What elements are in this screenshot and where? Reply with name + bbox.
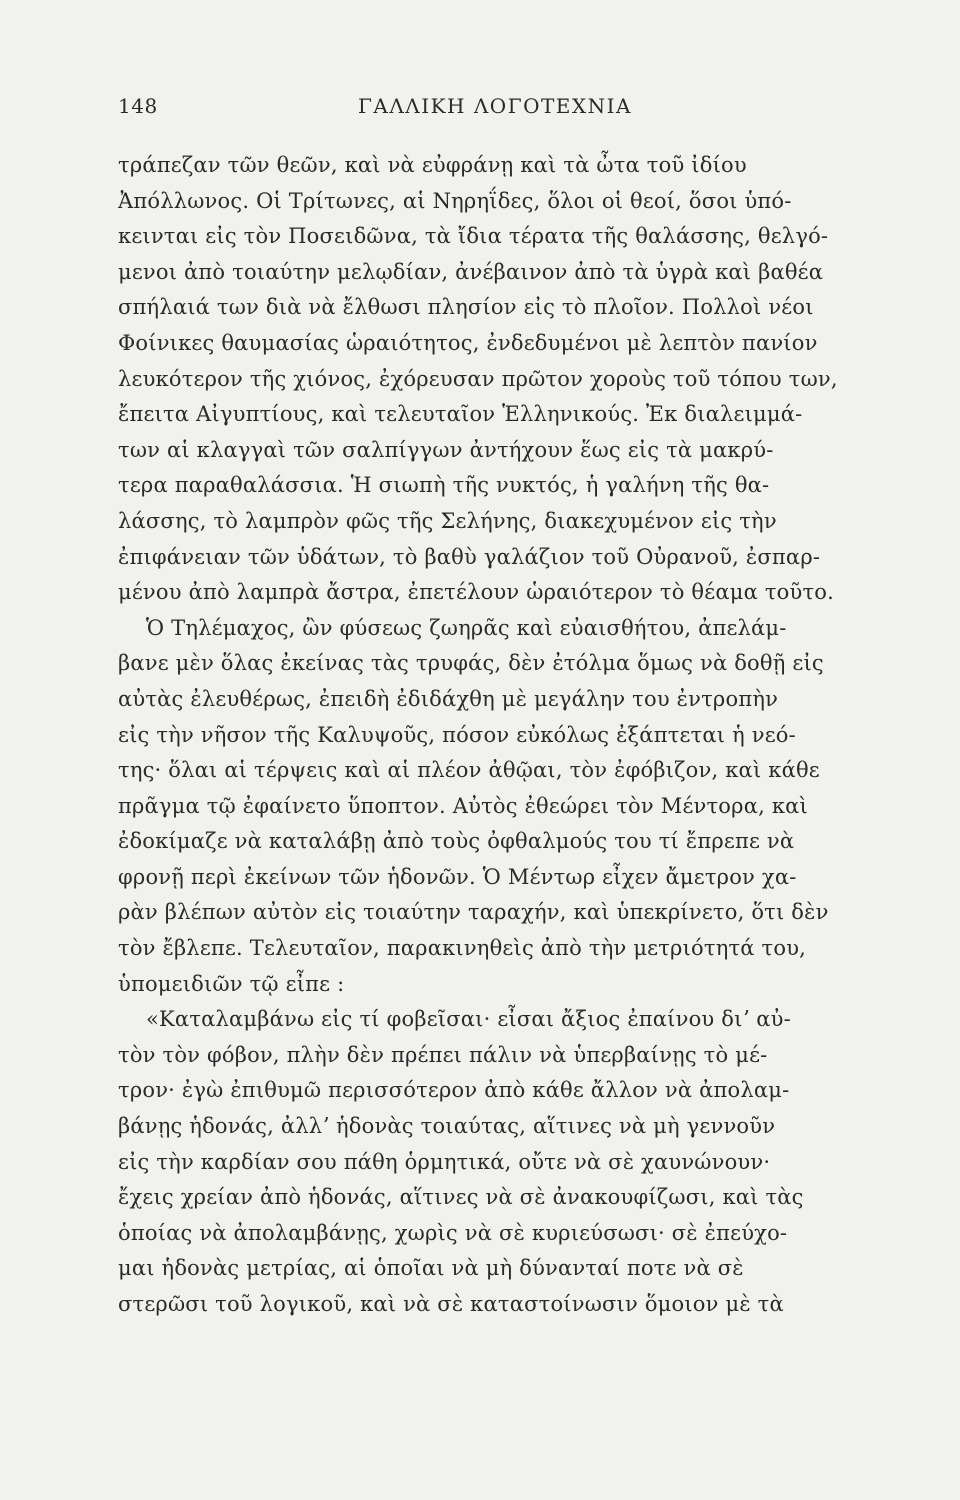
text-line: των αἱ κλαγγαὶ τῶν σαλπίγγων ἀντήχουν ἕως εἰς τὰ μακρύ- <box>118 437 774 462</box>
running-title: ΓΑΛΛΙΚΗ ΛΟΓΟΤΕΧΝΙΑ <box>358 94 632 118</box>
text-line: λευκότερον τῆς χιόνος, ἐχόρευσαν πρῶτον χοροὺς τοῦ τόπου των, <box>118 366 838 391</box>
paragraph <box>118 148 878 611</box>
text-line: ὑπομειδιῶν τῷ εἶπε : <box>118 971 345 996</box>
text-line: ἔχεις χρείαν ἀπὸ ἡδονάς, αἵτινες νὰ σὲ ἀνακουφίζωσι, καὶ τὰς <box>118 1185 804 1210</box>
page-number: 148 <box>118 94 158 118</box>
text-line: τράπεζαν τῶν θεῶν, καὶ νὰ εὐφράνῃ καὶ τὰ ὦτα τοῦ ἰδίου <box>118 153 747 177</box>
text-line: κεινται εἰς τὸν Ποσειδῶνα, τὰ ἴδια τέρατα τῆς θαλάσσης, θελγό- <box>118 224 829 249</box>
text-line: εἰς τὴν νῆσον τῆς Καλυψοῦς, πόσον εὐκόλως ἐξάπτεται ἡ νεό- <box>118 722 796 747</box>
text-line: ρὰν βλέπων αὐτὸν εἰς τοιαύτην ταραχήν, καὶ ὑπεκρίνετο, ὅτι δὲν <box>118 900 829 925</box>
text-line: ἔπειτα Αἰγυπτίους, καὶ τελευταῖον Ἑλληνικούς. Ἐκ διαλειμμά- <box>118 402 803 427</box>
text-line: τὸν τὸν φόβον, πλὴν δὲν πρέπει πάλιν νὰ ὑπερβαίνῃς τὸ μέ- <box>118 1042 768 1067</box>
text-line: «Καταλαμβάνω εἰς τί φοβεῖσαι· εἶσαι ἄξιος ἐπαίνου διʼ αὐ- <box>146 1007 791 1032</box>
text-line: μένου ἀπὸ λαμπρὰ ἄστρα, ἐπετέλουν ὡραιότερον τὸ θέαμα τοῦτο. <box>118 580 835 605</box>
paragraph <box>118 611 878 1003</box>
text-line: Ὁ Τηλέμαχος, ὢν φύσεως ζωηρᾶς καὶ εὐαισθήτου, ἀπελάμ- <box>146 615 787 640</box>
text-line: στερῶσι τοῦ λογικοῦ, καὶ νὰ σὲ καταστοίνωσιν ὅμοιον μὲ τὰ <box>118 1292 784 1316</box>
text-line: μαι ἡδονὰς μετρίας, αἱ ὁποῖαι νὰ μὴ δύνανταί ποτε νὰ σὲ <box>118 1256 744 1281</box>
text-line: εἰς τὴν καρδίαν σου πάθη ὁρμητικά, οὔτε νὰ σὲ χαυνώνουν· <box>118 1149 771 1174</box>
text-line: ἐπιφάνειαν τῶν ὑδάτων, τὸ βαθὺ γαλάζιον τοῦ Οὐρανοῦ, ἐσπαρ- <box>118 544 821 569</box>
text-line: Ἀπόλλωνος. Οἱ Τρίτωνες, αἱ Νηρηΐδες, ὅλοι οἱ θεοί, ὅσοι ὑπό- <box>118 188 792 213</box>
page-header <box>118 94 868 124</box>
text-line: αὐτὰς ἐλευθέρως, ἐπειδὴ ἐδιδάχθη μὲ μεγάλην του ἐντροπὴν <box>118 686 779 711</box>
text-line: τὸν ἔβλεπε. Τελευταῖον, παρακινηθεὶς ἀπὸ τὴν μετριότητά του, <box>118 936 807 961</box>
text-line: τερα παραθαλάσσια. Ἡ σιωπὴ τῆς νυκτός, ἡ γαλήνη τῆς θα- <box>118 473 770 498</box>
text-line: φρονῇ περὶ ἐκείνων τῶν ἡδονῶν. Ὁ Μέντωρ εἶχεν ἄμετρον χα- <box>118 864 797 889</box>
text-line: λάσσης, τὸ λαμπρὸν φῶς τῆς Σελήνης, διακεχυμένον εἰς τὴν <box>118 508 777 533</box>
text-line: μενοι ἀπὸ τοιαύτην μελῳδίαν, ἀνέβαινον ἀπὸ τὰ ὑγρὰ καὶ βαθέα <box>118 259 824 284</box>
paragraph <box>118 1002 878 1322</box>
text-line: τρον· ἐγὼ ἐπιθυμῶ περισσότερον ἀπὸ κάθε ἄλλον νὰ ἀπολαμ- <box>118 1078 790 1103</box>
text-line: της· ὅλαι αἱ τέρψεις καὶ αἱ πλέον ἀθῷαι, τὸν ἐφόβιζον, καὶ κάθε <box>118 758 820 783</box>
body-text <box>118 148 878 1323</box>
text-line: βανε μὲν ὅλας ἐκείνας τὰς τρυφάς, δὲν ἐτόλμα ὅμως νὰ δοθῇ εἰς <box>118 651 824 676</box>
text-line: ἐδοκίμαζε νὰ καταλάβῃ ἀπὸ τοὺς ὀφθαλμούς του τί ἔπρεπε νὰ <box>118 829 795 854</box>
text-line: Φοίνικες θαυμασίας ὡραιότητος, ἐνδεδυμένοι μὲ λεπτὸν πανίον <box>118 330 818 355</box>
text-line: πρᾶγμα τῷ ἐφαίνετο ὕποπτον. Αὐτὸς ἐθεώρει τὸν Μέντορα, καὶ <box>118 793 808 818</box>
text-line: βάνῃς ἡδονάς, ἀλλʼ ἡδονὰς τοιαύτας, αἵτινες νὰ μὴ γεννοῦν <box>118 1114 776 1139</box>
text-line: ὁποίας νὰ ἀπολαμβάνῃς, χωρὶς νὰ σὲ κυριεύσωσι· σὲ ἐπεύχο- <box>118 1220 788 1245</box>
text-line: σπήλαιά των διὰ νὰ ἔλθωσι πλησίον εἰς τὸ πλοῖον. Πολλοὶ νέοι <box>118 295 814 320</box>
